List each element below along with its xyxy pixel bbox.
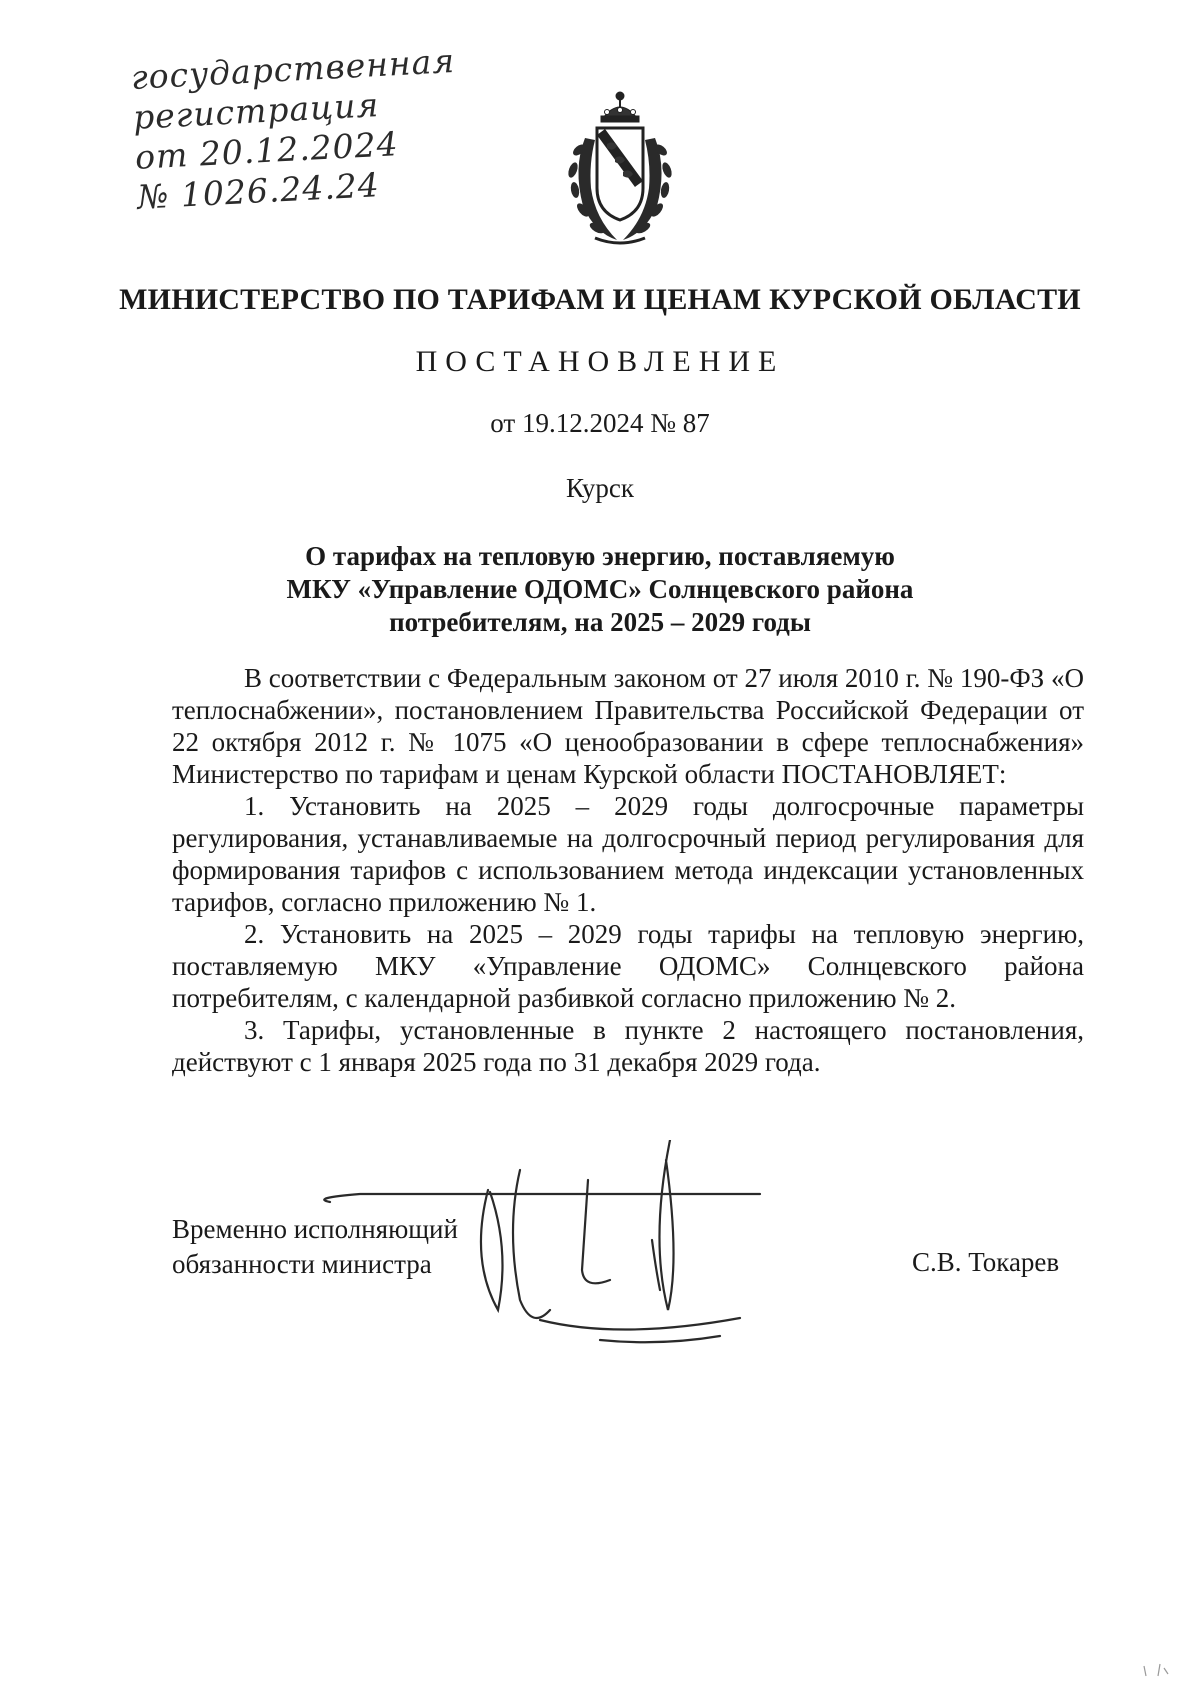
- date-and-number: от 19.12.2024 № 87: [490, 408, 710, 438]
- body-paragraph-item-3: 3. Тарифы, установленные в пункте 2 настоящего постановления, действуют с 1 января 2025 года по 31 декабря 2029 года.: [172, 1015, 1084, 1077]
- body-paragraph-preamble: В соответствии с Федеральным законом от 27 июля 2010 г. № 190-ФЗ «О теплоснабжении», постановлением Правительства Российской Федерации от 22 октября 2012 г. № 1075 «О ценообразовании в сфере теплоснабжения» Министерство по тарифам и ценам Курской области ПОСТАНОВЛЯЕТ:: [172, 663, 1084, 789]
- document-subject: [0, 540, 1200, 639]
- handnote-line: от 20.12.2024: [134, 124, 400, 177]
- document-body: [172, 662, 1084, 1078]
- subject-line: потребителям, на 2025 – 2029 годы: [389, 607, 811, 637]
- position-line: обязанности министра: [172, 1249, 432, 1279]
- signatory-name: С.В. Токарев: [912, 1247, 1060, 1277]
- handwritten-registration-note: [130, 41, 458, 218]
- body-paragraph-item-1: 1. Установить на 2025 – 2029 годы долгосрочные параметры регулирования, устанавливаемые на долгосрочный период регулирования для формирования тарифов с использованием метода индексации установленных тарифов, согласно приложению № 1.: [172, 791, 1084, 917]
- subject-line: О тарифах на тепловую энергию, поставляемую: [305, 541, 895, 571]
- handnote-line: № 1026.24.24: [136, 165, 381, 217]
- position-line: Временно исполняющий: [172, 1214, 458, 1244]
- city: Курск: [565, 473, 635, 503]
- body-paragraph-item-2: 2. Установить на 2025 – 2029 годы тарифы на тепловую энергию, поставляемую МКУ «Управление ОДОМС» Солнцевского района потребителям, с календарной разбивкой согласно приложению № 2.: [172, 919, 1084, 1013]
- handnote-line: регистрация: [132, 85, 381, 137]
- coat-of-arms-icon: [555, 88, 685, 248]
- handnote-line: государственная: [130, 41, 457, 97]
- scan-artifact-icon: [1138, 1660, 1178, 1680]
- handwritten-signature: [320, 1140, 780, 1350]
- ministry-title: МИНИСТЕРСТВО ПО ТАРИФАМ И ЦЕНАМ КУРСКОЙ ОБЛАСТИ: [119, 283, 1081, 316]
- document-type: ПОСТАНОВЛЕНИЕ: [415, 345, 785, 378]
- subject-line: МКУ «Управление ОДОМС» Солнцевского района: [286, 574, 914, 604]
